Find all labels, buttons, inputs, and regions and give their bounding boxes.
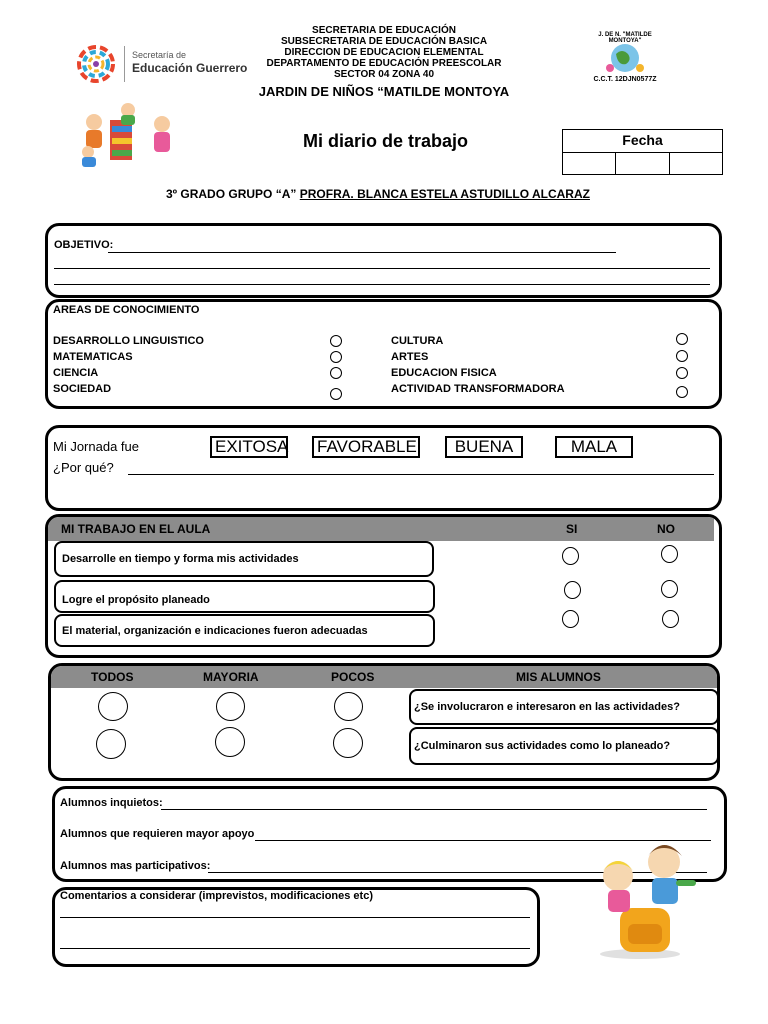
no-radio[interactable] <box>661 545 678 563</box>
area-checkbox[interactable] <box>330 335 342 347</box>
yes-radio[interactable] <box>562 610 579 628</box>
todos-radio[interactable] <box>98 692 128 721</box>
guerrero-emblem-icon <box>72 40 120 88</box>
seal-arc-text: J. DE N. "MATILDE MONTOYA" <box>598 32 652 44</box>
header-line: SECRETARIA DE EDUCACIÓN <box>312 25 456 36</box>
objective-line[interactable] <box>54 284 710 285</box>
restless-students-label: Alumnos inquietos: <box>60 797 163 809</box>
students-question: ¿Culminaron sus actividades como lo planeado? <box>409 727 719 765</box>
comments-box <box>52 887 540 967</box>
classroom-work-item: El material, organización e indicaciones fueron adecuadas <box>54 614 435 647</box>
area-label: MATEMATICAS <box>53 351 133 363</box>
comments-line[interactable] <box>60 948 530 949</box>
yes-header: SI <box>566 522 578 536</box>
area-label: CULTURA <box>391 335 444 347</box>
yes-radio[interactable] <box>564 581 581 599</box>
area-checkbox[interactable] <box>676 350 688 362</box>
why-line[interactable] <box>128 474 714 475</box>
yes-radio[interactable] <box>562 547 579 565</box>
no-radio[interactable] <box>661 580 678 598</box>
comments-label: Comentarios a considerar (imprevistos, modificaciones etc) <box>60 890 373 902</box>
no-header: NO <box>657 522 675 536</box>
header-line: DEPARTAMENTO DE EDUCACIÓN PREESCOLAR <box>266 58 502 69</box>
objective-label: OBJETIVO: <box>54 239 114 251</box>
todos-radio[interactable] <box>96 729 126 759</box>
area-checkbox[interactable] <box>330 351 342 363</box>
area-checkbox[interactable] <box>676 367 688 379</box>
area-label: CIENCIA <box>53 367 99 379</box>
classroom-work-title: MI TRABAJO EN EL AULA <box>61 522 211 536</box>
students-question: ¿Se involucraron e interesaron en las actividades? <box>409 689 719 725</box>
knowledge-areas-box <box>45 299 722 409</box>
classroom-work-item: Logre el propósito planeado <box>54 580 435 613</box>
area-label: ACTIVIDAD TRANSFORMADORA <box>391 383 565 395</box>
participative-students-label: Alumnos mas participativos: <box>60 860 211 872</box>
area-checkbox[interactable] <box>676 386 688 398</box>
why-label: ¿Por qué? <box>53 460 114 475</box>
col-pocos: POCOS <box>331 670 375 684</box>
day-rating-label: Mi Jornada fue <box>53 439 139 454</box>
students-header-bar <box>51 666 717 688</box>
grade-line <box>166 187 590 201</box>
school-seal <box>588 32 662 92</box>
objective-line[interactable] <box>54 268 710 269</box>
page-title: Mi diario de trabajo <box>303 131 469 151</box>
header-line: SUBSECRETARIA DE EDUCACIÓN BASICA <box>280 36 488 47</box>
area-label: DESARROLLO LINGUISTICO <box>53 335 204 347</box>
logo-small-text: Secretaría de <box>132 50 187 60</box>
col-mayoria: MAYORIA <box>203 670 259 684</box>
option-favorable[interactable]: FAVORABLE <box>312 436 420 458</box>
support-students-label: Alumnos que requieren mayor apoyo <box>60 828 255 840</box>
option-mala[interactable]: MALA <box>555 436 633 458</box>
area-checkbox[interactable] <box>676 333 688 345</box>
kids-backpack-illustration <box>580 832 700 960</box>
col-todos: TODOS <box>91 670 134 684</box>
mayoria-radio[interactable] <box>216 692 245 721</box>
area-label: EDUCACION FISICA <box>391 367 497 379</box>
objective-line[interactable] <box>108 252 616 253</box>
header-line: DIRECCION DE EDUCACION ELEMENTAL <box>284 47 484 58</box>
logo-big-text: Educación Guerrero <box>132 61 248 75</box>
day-rating-box <box>45 425 722 511</box>
area-label: ARTES <box>391 351 429 363</box>
area-checkbox[interactable] <box>330 388 342 400</box>
seal-code-text: C.C.T. 12DJN0577Z <box>593 76 657 83</box>
objective-box <box>45 223 722 298</box>
mayoria-radio[interactable] <box>215 727 245 757</box>
teacher-name: PROFRA. BLANCA ESTELA ASTUDILLO ALCARAZ <box>299 187 590 201</box>
area-label: SOCIEDAD <box>53 383 112 395</box>
classroom-work-item: Desarrolle en tiempo y forma mis actividades <box>54 541 434 577</box>
education-guerrero-logo <box>72 40 247 88</box>
pocos-radio[interactable] <box>334 692 363 721</box>
grade-group: 3º GRADO GRUPO “A” <box>166 187 297 201</box>
no-radio[interactable] <box>662 610 679 628</box>
comments-line[interactable] <box>60 917 530 918</box>
header <box>250 25 518 80</box>
pocos-radio[interactable] <box>333 728 363 758</box>
area-checkbox[interactable] <box>330 367 342 379</box>
date-day-cell[interactable] <box>615 152 616 174</box>
option-buena[interactable]: BUENA <box>445 436 523 458</box>
header-line: SECTOR 04 ZONA 40 <box>333 69 435 80</box>
option-exitosa[interactable]: EXITOSA <box>210 436 288 458</box>
kids-reading-illustration <box>72 102 182 168</box>
areas-title: AREAS DE CONOCIMIENTO <box>53 304 200 316</box>
students-title: MIS ALUMNOS <box>516 670 601 684</box>
date-month-cell[interactable] <box>669 152 670 174</box>
date-table <box>562 129 723 175</box>
restless-students-line[interactable] <box>161 809 707 810</box>
school-name: JARDIN DE NIÑOS “MATILDE MONTOYA <box>258 84 510 99</box>
date-label: Fecha <box>622 132 663 148</box>
